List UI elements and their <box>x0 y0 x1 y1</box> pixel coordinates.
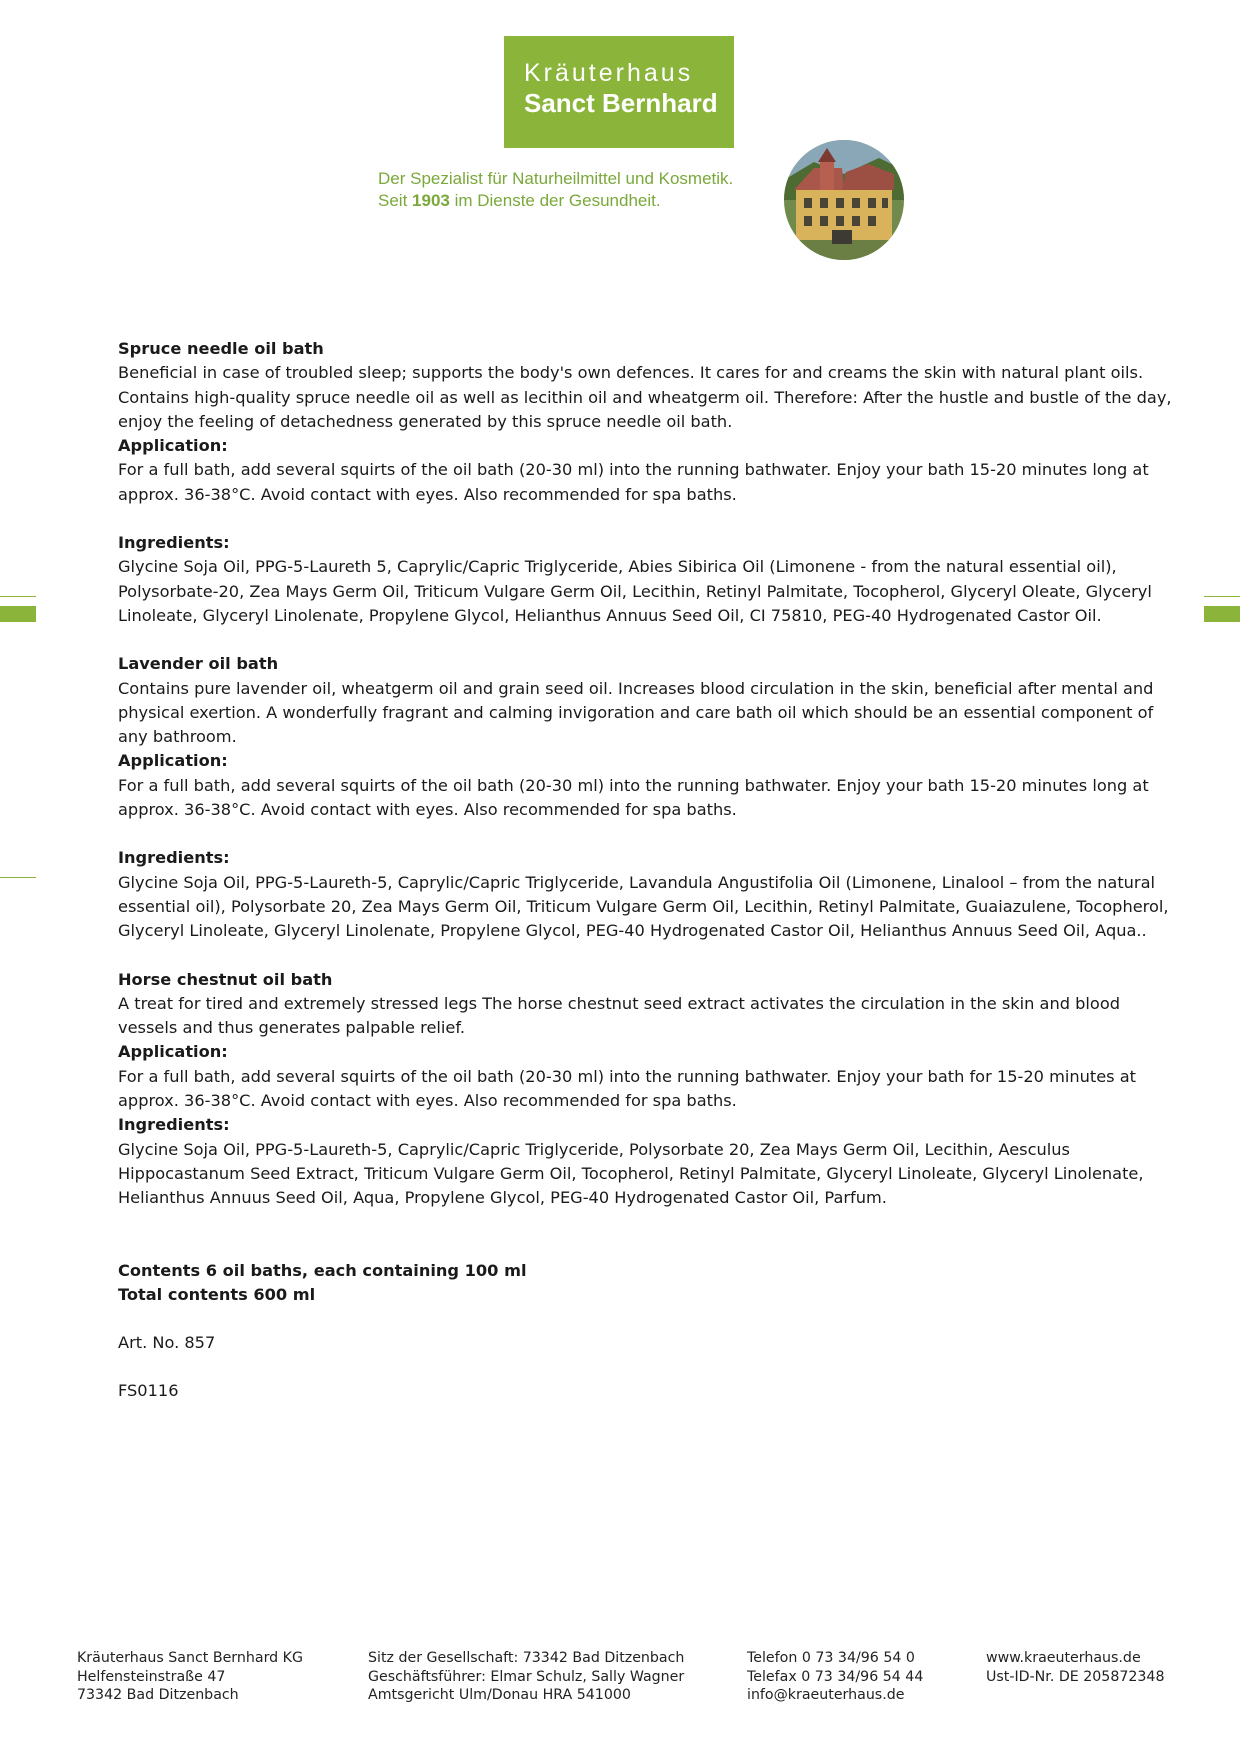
product-title: Horse chestnut oil bath <box>118 969 333 989</box>
spacer <box>118 944 1178 968</box>
ingredients-text: Glycine Soja Oil, PPG-5-Laureth 5, Caprylic/Capric Triglyceride, Abies Sibirica Oil (Limonene - from the natural essential oil), Polysorbate-20, Zea Mays Germ Oil, Triticum Vulgare Germ Oil, Lecithin, Retinyl Palmitate, Tocopherol, Glyceryl Oleate, Glyceryl Linoleate, Glyceryl Linolenate, Propylene Glycol, Helianthus Annuus Seed Oil, CI 75810, PEG-40 Hydrogenated Castor Oil. <box>118 557 1152 625</box>
tagline-year: 1903 <box>412 191 450 210</box>
footer-legal <box>368 1649 684 1705</box>
footer-phone: Telefon 0 73 34/96 54 0 <box>747 1650 915 1666</box>
contents-line: Contents 6 oil baths, each containing 100 ml <box>118 1260 527 1280</box>
logo-line-2: Sanct Bernhard <box>524 88 718 118</box>
brand-logo <box>504 36 734 148</box>
footer-contact <box>747 1649 923 1705</box>
product-title: Spruce needle oil bath <box>118 339 324 358</box>
left-fold-line-top <box>0 596 36 597</box>
ingredients-label: Ingredients: <box>118 848 230 868</box>
footer-registered-office: Sitz der Gesellschaft: 73342 Bad Ditzenbach <box>368 1650 685 1666</box>
footer-court-register: Amtsgericht Ulm/Donau HRA 541000 <box>368 1687 631 1703</box>
spacer <box>118 507 1178 531</box>
product-title: Lavender oil bath <box>118 654 279 674</box>
product-description: A treat for tired and extremely stressed legs The horse chestnut seed extract activates the circulation in the skin and blood vessels and thus generates palpable relief. <box>118 993 1120 1038</box>
building-photo <box>784 140 904 260</box>
footer-company-city: 73342 Bad Ditzenbach <box>77 1687 239 1703</box>
product-lavender <box>118 652 1178 943</box>
product-horse-chestnut <box>118 968 1178 1211</box>
footer-website-link[interactable]: www.kraeuterhaus.de <box>986 1650 1141 1666</box>
footer-company-street: Helfensteinstraße 47 <box>77 1668 226 1685</box>
application-text: For a full bath, add several squirts of the oil bath (20-30 ml) into the running bathwater. Enjoy your bath 15-20 minutes long at approx. 36-38°C. Avoid contact with eyes. Also recommended for spa baths. <box>118 460 1149 504</box>
tagline-pre: Seit <box>378 191 413 210</box>
tagline-post: im Dienste der Gesundheit. <box>449 191 661 210</box>
application-label: Application: <box>118 436 228 456</box>
footer-email-link[interactable]: info@kraeuterhaus.de <box>747 1687 905 1703</box>
footer-company-name: Kräuterhaus Sanct Bernhard KG <box>77 1650 303 1666</box>
left-fold-line-bottom <box>0 877 36 878</box>
product-document <box>118 337 1178 1404</box>
document-code: FS0116 <box>118 1381 179 1401</box>
footer-fax: Telefax 0 73 34/96 54 44 <box>747 1668 924 1685</box>
footer-company <box>77 1649 303 1705</box>
ingredients-text: Glycine Soja Oil, PPG-5-Laureth-5, Caprylic/Capric Triglyceride, Polysorbate 20, Zea Mays Germ Oil, Lecithin, Aesculus Hippocastanum Seed Extract, Triticum Vulgare Germ Oil, Tocopherol, Retinyl Palmitate, Glyceryl Linoleate, Glyceryl Linolenate, Helianthus Annuus Seed Oil, Aqua, Propylene Glycol, PEG-40 Hydrogenated Castor Oil, Parfum. <box>118 1139 1144 1208</box>
application-text: For a full bath, add several squirts of the oil bath (20-30 ml) into the running bathwater. Enjoy your bath for 15-20 minutes at approx. 36-38°C. Avoid contact with eyes. Also recommended for spa baths. <box>118 1066 1137 1111</box>
logo-line-1: Kräuterhaus <box>524 59 694 87</box>
right-fold-mark <box>1204 606 1240 622</box>
ingredients-label: Ingredients: <box>118 533 230 553</box>
building-photo-image <box>784 140 904 260</box>
right-fold-line-top <box>1204 596 1240 597</box>
product-description: Contains pure lavender oil, wheatgerm oil and grain seed oil. Increases blood circulation in the skin, beneficial after mental and physical exertion. A wonderfully fragrant and calming invigoration and care bath oil which should be an essential component of any bathroom. <box>118 678 1154 747</box>
spacer <box>118 628 1178 652</box>
package-summary <box>118 1259 1178 1404</box>
footer-web <box>986 1649 1165 1686</box>
tagline-line-2 <box>378 190 733 212</box>
spacer <box>118 1307 1178 1331</box>
footer-managing-directors: Geschäftsführer: Elmar Schulz, Sally Wagner <box>368 1668 685 1685</box>
tagline-line-1: Der Spezialist für Naturheilmittel und Kosmetik. <box>378 169 734 188</box>
application-label: Application: <box>118 751 228 771</box>
total-contents-line: Total contents 600 ml <box>118 1284 316 1304</box>
spacer <box>118 822 1178 846</box>
ingredients-label: Ingredients: <box>118 1115 230 1135</box>
spacer <box>118 1211 1178 1259</box>
product-spruce-needle <box>118 337 1178 628</box>
left-fold-mark <box>0 606 36 622</box>
spacer <box>118 1355 1178 1379</box>
application-text: For a full bath, add several squirts of the oil bath (20-30 ml) into the running bathwater. Enjoy your bath 15-20 minutes long at approx. 36-38°C. Avoid contact with eyes. Also recommended for spa baths. <box>118 775 1149 820</box>
tagline <box>378 168 733 212</box>
product-description: Beneficial in case of troubled sleep; supports the body's own defences. It cares for and creams the skin with natural plant oils. Contains high-quality spruce needle oil as well as lecithin oil and wheatgerm oil. Therefore: After the hustle and bustle of the day, enjoy the feeling of detachedness generated by this spruce needle oil bath. <box>118 363 1172 431</box>
article-number: Art. No. 857 <box>118 1333 216 1353</box>
footer-vat-id: Ust-ID-Nr. DE 205872348 <box>986 1668 1165 1685</box>
application-label: Application: <box>118 1042 228 1062</box>
ingredients-text: Glycine Soja Oil, PPG-5-Laureth-5, Caprylic/Capric Triglyceride, Lavandula Angustifolia Oil (Limonene, Linalool – from the natural essential oil), Polysorbate 20, Zea Mays Germ Oil, Triticum Vulgare Germ Oil, Lecithin, Retinyl Palmitate, Guaiazulene, Tocopherol, Glyceryl Linoleate, Glyceryl Linolenate, Propylene Glycol, PEG-40 Hydrogenated Castor Oil, Helianthus Annuus Seed Oil, Aqua.. <box>118 872 1169 941</box>
